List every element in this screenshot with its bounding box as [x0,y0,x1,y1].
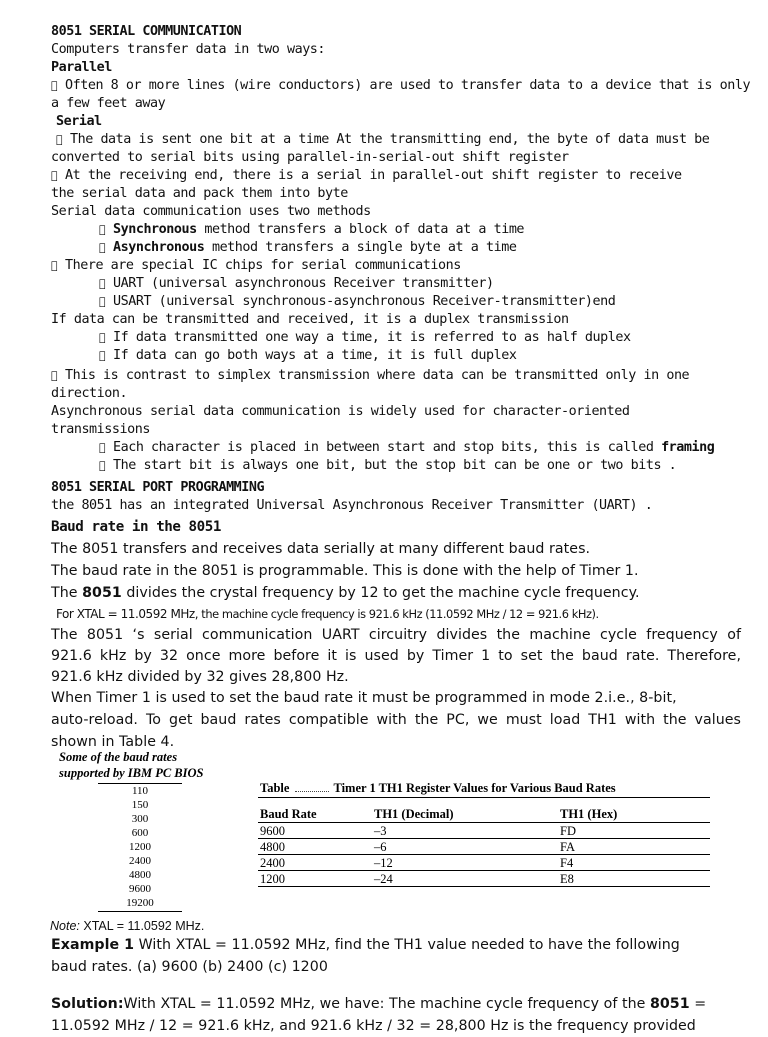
bullet-icon [51,367,65,385]
bullet-icon [99,347,113,365]
half-duplex-item [99,329,631,347]
synchronous-term: Synchronous [113,222,197,237]
serial-item-2-text: At the receiving end, there is a serial in parallel-out shift register to receive [65,168,682,183]
solution-text: With XTAL = 11.0592 MHz, we have: The machine cycle frequency of the [123,996,650,1012]
solution-bold: 8051 [649,996,690,1012]
solution-label: Solution: [51,996,124,1012]
table-cell: 9600 [260,823,285,838]
table-title: Timer 1 TH1 Register Values for Various Baud Rates [333,781,616,795]
uart-item [99,275,494,293]
simplex-item [51,367,689,385]
baud-paragraph-3 [51,583,640,604]
table-top-rule [258,797,710,798]
serial-item-1-text: The data is sent one bit at a time At the transmitting end, the byte of data must be [70,132,710,147]
serial-item-2 [51,167,682,185]
bullet-icon [99,239,113,257]
bullet-icon [99,275,113,293]
table-cell: FA [560,839,576,854]
uart-text: UART (universal asynchronous Receiver transmitter) [113,276,494,291]
table-row [258,855,710,871]
bios-rate-item: 600 [131,827,149,839]
bios-caption-line-1: Some of the baud rates [59,750,178,764]
xtal-line-rest: the machine cycle frequency is 921.6 kHz (11.0592 MHz / 12 = 921.6 kHz). [198,607,599,621]
parallel-item-continued: a few feet away [51,96,166,111]
table-cell: 1200 [260,871,285,886]
bullet-icon [99,293,113,311]
baud-paragraph-2: The baud rate in the 8051 is programmable. This is done with the help of Timer 1. [51,563,639,579]
bios-list-bottom-rule [98,911,182,912]
bullet-icon [51,257,65,275]
xtal-line-start: For XTAL = 11.0592 MHz, [56,607,199,621]
table-cell: –6 [374,839,387,854]
usart-text: USART (universal synchronous-asynchronous Receiver-transmitter)end [113,294,616,309]
asynchronous-desc: method transfers a single byte at a time [204,240,517,255]
asynchronous-term: Asynchronous [113,240,205,255]
timer-paragraph-line-2: auto-reload. To get baud rates compatible with the PC, we must load TH1 with the values [51,712,741,728]
method-asynchronous [99,239,516,257]
start-bit-item [99,457,676,475]
async-paragraph: Asynchronous serial data communication is widely used for character-oriented [51,404,630,419]
ic-chips-text: There are special IC chips for serial communications [65,258,461,273]
framing-term: framing [661,440,715,455]
section-title-serial-port-programming: 8051 SERIAL PORT PROGRAMMING [51,480,265,495]
table-row [258,839,710,855]
heading-parallel: Parallel [51,60,112,75]
table-header-baud-rate: Baud Rate [260,806,317,821]
bullet-icon [56,131,70,149]
synchronous-desc: method transfers a block of data at a time [196,222,525,237]
table-row [258,871,710,887]
methods-intro: Serial data communication uses two methods [51,204,371,219]
table-cell: FD [560,823,576,838]
table-header-th1-decimal: TH1 (Decimal) [374,806,454,821]
bios-rate-item: 150 [131,799,149,811]
solution-tail: = [689,996,707,1012]
duplex-intro: If data can be transmitted and received, it is a duplex transmission [51,312,569,327]
framing-text: Each character is placed in between start and stop bits, this is called [113,440,662,455]
table-cell: 2400 [260,855,285,870]
parallel-item-text: Often 8 or more lines (wire conductors) are used to transfer data to a device that is only [65,78,751,93]
table-caption [260,781,616,796]
bullet-icon [51,77,65,95]
full-duplex-text: If data can go both ways at a time, it is full duplex [113,348,517,363]
usart-item [99,293,615,311]
note-label: Note: [50,919,80,933]
uart-paragraph-line-2: 921.6 kHz by 32 once more before it is used by Timer 1 to set the baud rate. Therefore, [51,648,741,664]
example-1-line-2: baud rates. (a) 9600 (b) 2400 (c) 1200 [51,959,328,975]
full-duplex-item [99,347,516,365]
intro-text: Computers transfer data in two ways: [51,42,326,57]
bullet-icon [99,457,113,475]
uart-paragraph-line-3: 921.6 kHz divided by 32 gives 28,800 Hz. [51,669,349,685]
bios-caption-line-2: supported by IBM PC BIOS [59,766,204,780]
bios-rate-item: 110 [131,785,149,797]
bullet-icon [99,221,113,239]
ic-chips-item [51,257,461,275]
uart-intro: the 8051 has an integrated Universal Asynchronous Receiver Transmitter (UART) . [51,498,653,513]
section-title-serial-communication: 8051 SERIAL COMMUNICATION [51,24,242,39]
start-bit-text: The start bit is always one bit, but the stop bit can be one or two bits . [113,458,677,473]
simplex-item-continued: direction. [51,386,128,401]
example-1-line-1 [51,935,680,956]
solution-line-2: 11.0592 MHz / 12 = 921.6 kHz, and 921.6 kHz / 32 = 28,800 Hz is the frequency provided [51,1018,696,1034]
table-cell: –24 [374,871,393,886]
bullet-icon [99,329,113,347]
heading-serial: Serial [56,114,102,129]
baud-p3-bold: 8051 [82,585,122,601]
uart-paragraph-line-1: The 8051 ‘s serial communication UART circuitry divides the machine cycle frequency of [51,627,741,643]
baud-paragraph-1: The 8051 transfers and receives data serially at many different baud rates. [51,541,591,557]
example-text: With XTAL = 11.0592 MHz, find the TH1 value needed to have the following [134,937,680,953]
table-cell: –12 [374,855,393,870]
example-label: Example 1 [51,937,135,953]
table-header-th1-hex: TH1 (Hex) [560,806,618,821]
table-cell: 4800 [260,839,285,854]
serial-item-1 [56,131,709,149]
solution-line-1 [51,994,706,1015]
serial-item-1-continued: converted to serial bits using parallel-in-serial-out shift register [51,150,569,165]
bios-list-top-rule [98,783,182,784]
note-text: XTAL = 11.0592 MHz. [79,919,205,933]
xtal-line [56,606,599,622]
parallel-item [51,77,750,95]
bios-rate-item: 19200 [126,897,154,909]
xtal-note [50,917,204,935]
bullet-icon [51,167,65,185]
framing-item [99,439,714,457]
async-paragraph-continued: transmissions [51,422,150,437]
th1-values-table [258,806,710,887]
heading-baud-rate: Baud rate in the 8051 [51,519,221,535]
timer-paragraph-line-3: shown in Table 4. [51,734,175,750]
baud-p3-end: divides the crystal frequency by 12 to get the machine cycle frequency. [121,585,640,601]
bios-rate-item: 300 [131,813,149,825]
bios-rate-item: 2400 [129,855,151,867]
table-label: Table [260,781,290,795]
simplex-text: This is contrast to simplex transmission where data can be transmitted only in one [65,368,690,383]
table-cell: –3 [374,823,387,838]
table-cell: E8 [560,871,574,886]
half-duplex-text: If data transmitted one way a time, it is referred to as half duplex [113,330,631,345]
bios-rate-item: 9600 [129,883,151,895]
serial-item-2-continued: the serial data and pack them into byte [51,186,348,201]
table-row [258,823,710,839]
bios-rate-item: 4800 [129,869,151,881]
bios-rate-item: 1200 [129,841,151,853]
table-cell: F4 [560,855,574,870]
baud-p3-start: The [51,585,83,601]
timer-paragraph-line-1: When Timer 1 is used to set the baud rate it must be programmed in mode 2.i.e., 8-bit, [51,690,677,706]
bullet-icon [99,439,113,457]
method-synchronous [99,221,524,239]
